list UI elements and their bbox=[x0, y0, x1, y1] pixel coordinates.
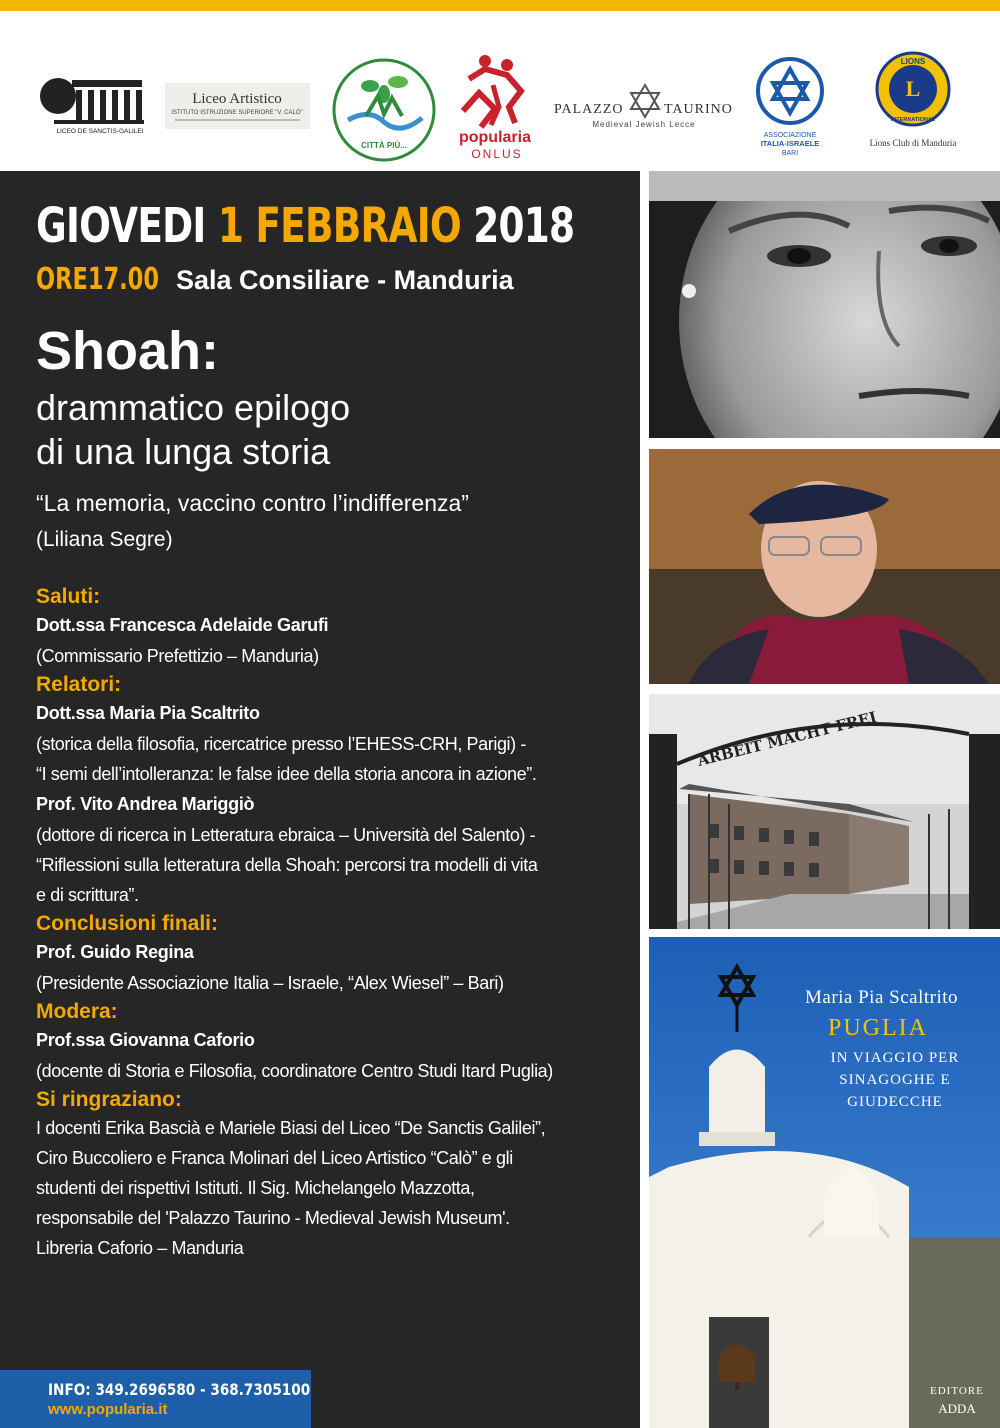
info-phones: INFO: 349.2696580 - 368.7305100 bbox=[48, 1380, 311, 1399]
section-relatori: Relatori: bbox=[36, 673, 122, 696]
event-year: 2018 bbox=[473, 198, 575, 254]
book-subtitle bbox=[800, 1047, 990, 1113]
palazzo-text: PALAZZO bbox=[554, 102, 624, 117]
top-accent-bar bbox=[0, 0, 1000, 11]
event-date bbox=[36, 198, 574, 254]
relatore2-talk: “Riflessioni sulla letteratura della Shoah: percorsi tra modelli di vita bbox=[36, 855, 538, 875]
section-ringraziano: Si ringraziano: bbox=[36, 1088, 182, 1111]
program bbox=[36, 583, 636, 1263]
relatore1-name: Dott.ssa Maria Pia Scaltrito bbox=[36, 703, 260, 723]
book-cover bbox=[649, 937, 1000, 1428]
italia-israele-logo bbox=[748, 55, 832, 167]
subtitle-line1: drammatico epilogo bbox=[36, 387, 351, 428]
popularia-onlus: ONLUS bbox=[471, 147, 523, 161]
assoc-line1: ASSOCIAZIONE bbox=[763, 132, 817, 139]
liceo-artistico-title: Liceo Artistico bbox=[192, 91, 282, 107]
event-day: GIOVEDI bbox=[36, 198, 206, 254]
popularia-logo bbox=[455, 51, 535, 163]
modera-role: (docente di Storia e Filosofia, coordinatore Centro Studi Itard Puglia) bbox=[36, 1061, 553, 1081]
quote: “La memoria, vaccino contro l’indifferenza” bbox=[36, 490, 469, 516]
conclusioni-name: Prof. Guido Regina bbox=[36, 942, 194, 962]
ringraziano-line4: responsabile del 'Palazzo Taurino - Medieval Jewish Museum'. bbox=[36, 1208, 510, 1228]
lions-ring-bottom: INTERNATIONAL bbox=[890, 117, 936, 123]
modera-name: Prof.ssa Giovanna Caforio bbox=[36, 1030, 255, 1050]
time-venue-row bbox=[36, 262, 514, 297]
taurino-text: TAURINO bbox=[664, 102, 733, 117]
book-subtitle-line3: GIUDECCHE bbox=[847, 1094, 943, 1110]
citta-piu-logo bbox=[330, 56, 438, 164]
book-title: PUGLIA bbox=[828, 1015, 928, 1041]
relatore2-name: Prof. Vito Andrea Mariggiò bbox=[36, 794, 255, 814]
book-subtitle-line2: SINAGOGHE E bbox=[839, 1072, 951, 1088]
saluti-role: (Commissario Prefettizio – Manduria) bbox=[36, 646, 319, 666]
ringraziano-line2: Ciro Buccoliero e Franca Molinari del Liceo Artistico “Calò” e gli bbox=[36, 1148, 513, 1168]
sponsor-logos bbox=[0, 11, 1000, 171]
ringraziano-line1: I docenti Erika Bascià e Mariele Biasi del Liceo “De Sanctis Galilei”, bbox=[36, 1118, 546, 1138]
info-website[interactable]: www.popularia.it bbox=[48, 1401, 168, 1418]
section-conclusioni: Conclusioni finali: bbox=[36, 912, 218, 935]
saluti-name: Dott.ssa Francesca Adelaide Garufi bbox=[36, 615, 329, 635]
event-time: ORE17.00 bbox=[36, 262, 159, 297]
relatore1-desc: (storica della filosofia, ricercatrice presso l’EHESS-CRH, Parigi) - bbox=[36, 734, 526, 754]
event-venue: Sala Consiliare - Manduria bbox=[176, 265, 514, 295]
ringraziano-line5: Libreria Caforio – Manduria bbox=[36, 1238, 244, 1258]
palazzo-subtitle: Medieval Jewish Lecce bbox=[592, 120, 696, 129]
info-bar bbox=[0, 1370, 311, 1428]
lions-ring-top: LIONS bbox=[900, 57, 926, 66]
photo-column bbox=[640, 171, 1000, 1428]
liceo-desanctis-logo bbox=[38, 66, 150, 136]
gate-sign-text: ARBEIT MACHT FREI bbox=[695, 707, 879, 770]
publisher-caption: EDITORE bbox=[930, 1385, 984, 1397]
conclusioni-role: (Presidente Associazione Italia – Israele, “Alex Wiesel” – Bari) bbox=[36, 973, 504, 993]
lions-caption: Lions Club di Manduria bbox=[870, 138, 956, 148]
main-title: Shoah: bbox=[36, 321, 219, 381]
relatore1-talk: “I semi dell’intolleranza: le false idee della storia ancora in azione”. bbox=[36, 764, 537, 784]
quote-author: (Liliana Segre) bbox=[36, 528, 173, 551]
assoc-line3: BARI bbox=[781, 150, 799, 157]
publisher-name: ADDA bbox=[938, 1401, 976, 1416]
subtitle bbox=[36, 386, 636, 474]
book-subtitle-line1: IN VIAGGIO PER bbox=[830, 1050, 960, 1066]
section-saluti: Saluti: bbox=[36, 585, 101, 608]
relatore2-talk-cont: e di scrittura”. bbox=[36, 885, 139, 905]
subtitle-line2: di una lunga storia bbox=[36, 431, 331, 472]
liceo-desanctis-text: LICEO DE SANCTIS-GALILEI bbox=[56, 128, 144, 135]
liceo-artistico-logo bbox=[165, 83, 310, 129]
photo-portrait-man bbox=[649, 449, 1000, 684]
relatore2-desc: (dottore di ricerca in Letteratura ebraica – Università del Salento) - bbox=[36, 825, 536, 845]
section-modera: Modera: bbox=[36, 1000, 118, 1023]
citta-piu-text: CITTÀ PIÙ... bbox=[361, 141, 407, 150]
photo-portrait-woman bbox=[649, 171, 1000, 438]
ringraziano-line3: studenti dei rispettivi Istituti. Il Sig. Michelangelo Mazzotta, bbox=[36, 1178, 475, 1198]
lions-club-logo bbox=[870, 49, 956, 153]
event-date-highlight: 1 FEBBRAIO bbox=[217, 198, 461, 254]
photo-auschwitz-gate bbox=[649, 694, 1000, 929]
liceo-artistico-subtitle: ISTITUTO ISTRUZIONE SUPERIORE "V. CALÒ" bbox=[171, 110, 303, 116]
assoc-line2: ITALIA-ISRAELE bbox=[760, 139, 820, 148]
popularia-text: popularia bbox=[458, 129, 532, 146]
book-author: Maria Pia Scaltrito bbox=[805, 987, 959, 1008]
svg-text:L: L bbox=[905, 76, 921, 101]
palazzo-taurino-logo bbox=[552, 77, 737, 132]
